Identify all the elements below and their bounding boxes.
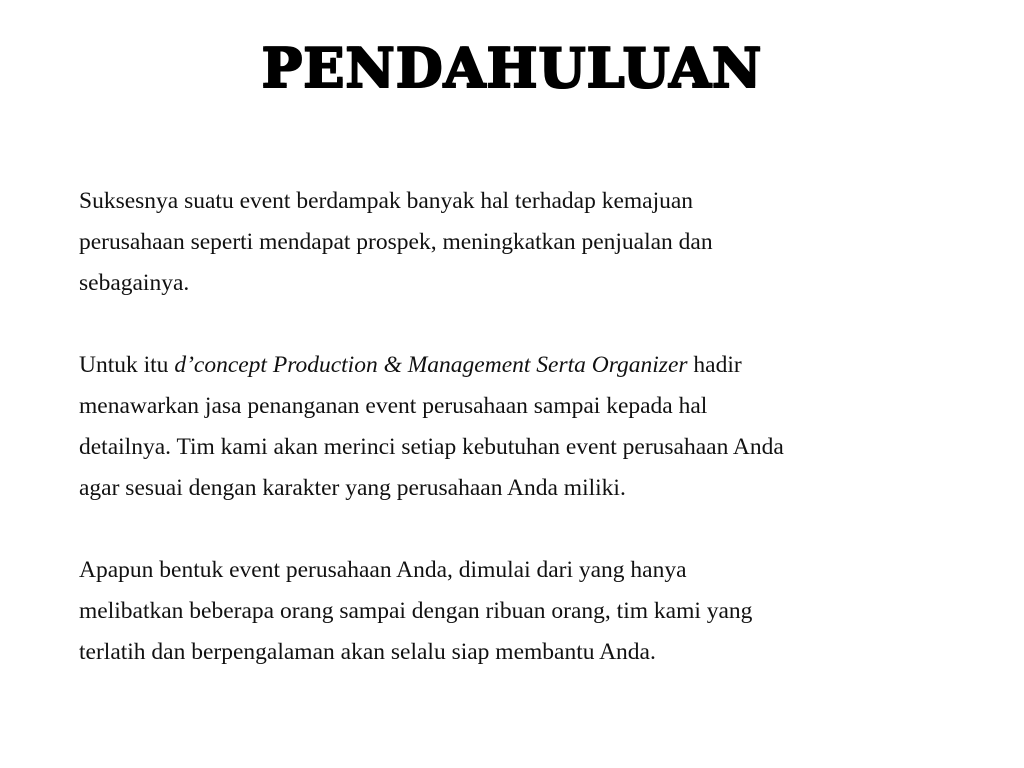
paragraph-company: [79, 345, 989, 509]
paragraph-line: Apapun bentuk event perusahaan Anda, dimulai dari yang hanya: [79, 557, 687, 583]
paragraph-intro: [79, 181, 989, 304]
paragraph-line: [79, 345, 989, 386]
paragraph-line: Suksesnya suatu event berdampak banyak hal terhadap kemajuan: [79, 188, 694, 214]
paragraph-line: melibatkan beberapa orang sampai dengan ribuan orang, tim kami yang: [79, 598, 753, 624]
paragraph-line: sebagainya.: [79, 270, 190, 296]
paragraph-closing: [79, 550, 989, 673]
paragraph-line: perusahaan seperti mendapat prospek, meningkatkan penjualan dan: [79, 229, 713, 255]
company-name: d’concept Production & Management Serta Organizer: [174, 352, 688, 378]
slide-title: PENDAHULUAN: [261, 36, 763, 100]
paragraph-line: detailnya. Tim kami akan merinci setiap kebutuhan event perusahaan Anda: [79, 434, 784, 460]
paragraph-line: terlatih dan berpengalaman akan selalu siap membantu Anda.: [79, 639, 656, 665]
line-suffix: hadir: [687, 352, 742, 378]
slide-body: [79, 181, 989, 714]
paragraph-line: menawarkan jasa penanganan event perusahaan sampai kepada hal: [79, 393, 708, 419]
line-prefix: Untuk itu: [79, 352, 175, 378]
paragraph-line: agar sesuai dengan karakter yang perusahaan Anda miliki.: [79, 475, 626, 501]
